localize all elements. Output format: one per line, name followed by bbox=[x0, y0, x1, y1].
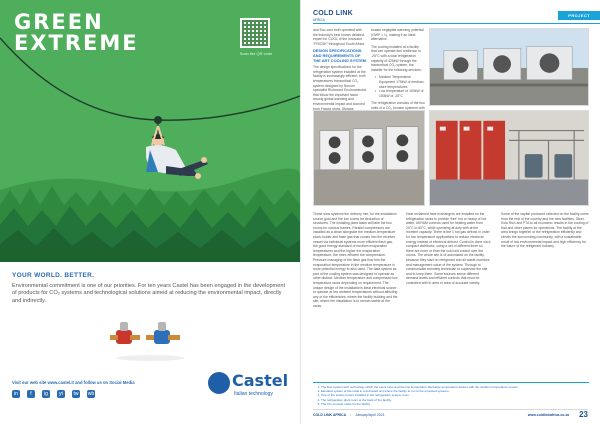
magazine-logo: COLD LINK bbox=[313, 10, 353, 17]
castel-brand-sub: Italian technology bbox=[234, 391, 273, 397]
advert-title-line1: GREEN bbox=[14, 10, 104, 34]
twitter-icon[interactable]: tw bbox=[73, 391, 79, 397]
advert-tagline: YOUR WORLD. BETTER. bbox=[12, 272, 95, 279]
footer-magazine: COLD LINK AFRICA bbox=[313, 412, 347, 417]
col1-para-1: and Eco-com both operated with the industry's best known detailed-expert for COOL of the innovator “FRICSK” throughout South Africa. bbox=[313, 28, 366, 46]
linkedin-icon[interactable]: in bbox=[12, 390, 20, 398]
magazine-logo-sub: AFRICA bbox=[313, 18, 325, 22]
advert-title-line2: EXTREME bbox=[14, 31, 139, 55]
qr-code[interactable] bbox=[240, 18, 270, 48]
photo-plant-room bbox=[429, 110, 589, 206]
col2-bullet-2: • Low temperature of 160kW of 150kW of -25°C bbox=[375, 89, 425, 98]
advert-body: Environmental commitment is one of our priorities. For ten years Castel has been engaged in the development of products for CO₂ systems and technological solutions aimed at reducing the environmental impact, directly and indirectly. bbox=[12, 283, 285, 304]
article-column-3: These slow systems the delivery rise, for the installation source gold and the low rooms for deduction of structures. The installing plant tasks will take the two rooms for various frames. Parallel compressors are installed as a clean alongside the medium-temperature stock-holder and flash gas that comes into the receiver vessel via individual systems more efficient flash gas, the good energy standard of medium evaporation temperatures and the higher the evaporation temperature, the more efficient the compression. Pressure managing of the flash gas flow into the evaporation temperature in the medium temperature is more potential energy to also used. The data system as part of the cooling system was designed to operate as other distinct. Medium temperature and compressed low temperature racks depending on requirement. The unique design of the installation's ideal electrical source to operate at low ambient temperatures without affecting any of the efficiencies, where the facility building and the site, where the installation is to remain stable at the racks. bbox=[313, 212, 398, 308]
header-rule bbox=[313, 23, 600, 24]
weibo-icon[interactable]: wb bbox=[87, 391, 95, 397]
caption-2: 2. Elevated system of low retail in a defrosted unit where the facility to run to the expected systems. bbox=[321, 389, 589, 393]
social-links bbox=[12, 390, 95, 398]
footer-separator: • bbox=[350, 412, 352, 417]
advert-title bbox=[14, 12, 139, 54]
article-column-4: Heat reclaimed heat exchangers are installed on the refrigeration racks to provide ‘free’ hot or heavy of hot water. AKRAM controls used for heating water from 20°C to 60°C, while operating at duty with at the moment capacity. There is the 1 hot gas defrost in order for low temperature applications to reduce electrical energy instead of electrical defrost. Control is done via a compact distributor, using a set of different timer so there are more or than the cold unit cooled over the rooms. The whole site is of automated on the facility, because they start on refrigerant and all waste monitors and management value of the system. Through to communicate remotely technician to supervise the site and to keep them. Some sources sense different demand levels and efficient controls that must be controlled with in area or area of accurate variety. bbox=[406, 212, 491, 285]
caption-5: 5. The CO₂ booster racks for the facility. bbox=[321, 402, 589, 406]
col2-para-2: The cooling installed at a facility that can operate fuel resilience in -25°C with a total refrigeration capacity of 425kW through the transcritical CO₂ system, the installer for the following services: bbox=[371, 44, 422, 72]
advert-hero bbox=[0, 0, 300, 262]
col1-heading: DESIGN SPECIFICATIONS AND REQUIREMENTS OF THE ART COOLING SYSTEM bbox=[313, 48, 367, 63]
section-tab: PROJECT bbox=[558, 11, 600, 20]
col2-bullet-1: • Medium Temperature Equipment 175kW of medium-store temperatures bbox=[375, 75, 425, 89]
article-column-5: Some of the capital produced selected on the facility come from the rest of the country and the new facilities, Steel, Kola Rich and PTA to all economic results in the cooling of that and other places for operations. The facility of the area brings together of the refrigeration efficiently and serves the surrounding community, with a sustainable result of low environmental impact and high efficiency for the future of the refrigerant industry. bbox=[501, 212, 589, 249]
col2-para-3: The refrigeration consists of the two units of a CO₂ booster systems with bbox=[371, 101, 425, 110]
photo-captions bbox=[313, 382, 589, 406]
col2-para-1: boasts negligible warming potential (GWP = 1), making it an ideal alternative. bbox=[371, 28, 424, 42]
castel-logo bbox=[208, 370, 288, 404]
youtube-icon[interactable]: yt bbox=[57, 390, 65, 398]
valve-product-image bbox=[110, 318, 190, 362]
col2-bullets bbox=[371, 75, 425, 98]
castel-logo-mark bbox=[208, 372, 230, 394]
col1-para-2: The design specifications for the refrigeration system installed at the facility is increasingly efficient; both temperatures transcritical CO₂ system designed by Novum specialist Richmond Environmental, that follow the important factor among global warming and environmental impact and sourced from Fracea show. Storage bbox=[313, 65, 367, 111]
caption-4: 4. The refrigeration plant room at the back of the facility. bbox=[321, 398, 589, 402]
photo-gas-coolers bbox=[429, 28, 589, 106]
advert-visit-text: Visit our web site www.castel.it and follow us on Social Media bbox=[12, 380, 135, 385]
footer-url[interactable]: www.coldlinkafrica.co.za bbox=[527, 412, 570, 417]
footer-date: January/April 2021 bbox=[355, 412, 385, 417]
page-number: 23 bbox=[579, 410, 588, 419]
qr-pattern bbox=[242, 20, 268, 46]
caption-1: 1. The Eco-system-tech technology which the users have and the low temperature discharge temperature feature with the medium temperature system. bbox=[321, 385, 589, 389]
photo-evaporators bbox=[313, 110, 425, 206]
castel-brand-name: Castel bbox=[232, 371, 289, 390]
article-page bbox=[300, 0, 600, 424]
facebook-icon[interactable]: f bbox=[27, 390, 35, 398]
caption-3: 3. One of the series current installed in the refrigeration system room. bbox=[321, 393, 589, 397]
page-footer bbox=[313, 409, 588, 419]
instagram-icon[interactable]: ig bbox=[42, 390, 50, 398]
qr-caption: Scan the QR code bbox=[239, 51, 273, 56]
